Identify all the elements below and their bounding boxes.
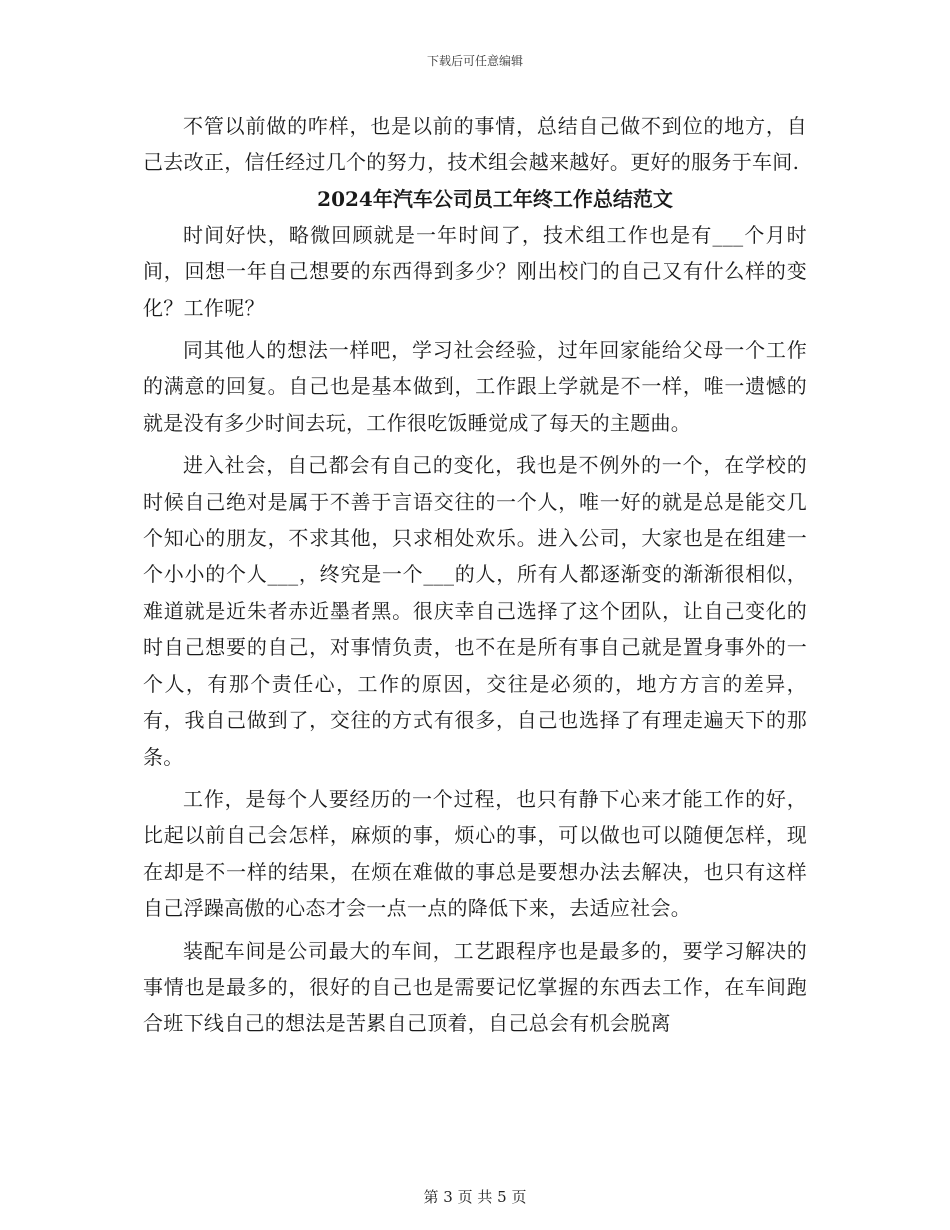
body-paragraph-3: 进入社会，自己都会有自己的变化，我也是不例外的一个，在学校的时候自己绝对是属于不善于言语交往的一个人，唯一好的就是总是能交几个知心的朋友，不求其他，只求相处欢乐。进入公司，大家也是在组建一个小小的个人___，终究是一个___的人，所有人都逐渐变的渐渐很相似，难道就是近朱者赤近墨者黑。很庆幸自己选择了这个团队，让自己变化的时自己想要的自己，对事情负责，也不在是所有事自己就是置身事外的一个人，有那个责任心，工作的原因，交往是必须的，地方方言的差异，有，我自己做到了，交往的方式有很多，自己也选择了有理走遍天下的那条。 [143, 453, 807, 769]
page-footer-number: 第 3 页 共 5 页 [423, 1188, 527, 1206]
page-header-note: 下载后可任意编辑 [426, 54, 523, 68]
document-title: 2024年汽车公司员工年终工作总结范文 [317, 186, 673, 211]
body-paragraph-4: 工作，是每个人要经历的一个过程，也只有静下心来才能工作的好，比起以前自己会怎样，麻烦的事，烦心的事，可以做也可以随便怎样，现在却是不一样的结果，在烦在难做的事总是要想办法去解决，也只有这样自己浮躁高傲的心态才会一点一点的降低下来，去适应社会。 [143, 786, 807, 921]
body-paragraph-1: 时间好快，略微回顾就是一年时间了，技术组工作也是有___个月时间，回想一年自己想要的东西得到多少？刚出校门的自己又有什么样的变化？工作呢？ [143, 222, 807, 320]
document-body [143, 108, 807, 1042]
intro-paragraph: 不管以前做的咋样，也是以前的事情，总结自己做不到位的地方，自己去改正，信任经过几个的努力，技术组会越来越好。更好的服务于车间. [143, 114, 807, 175]
body-paragraph-5: 装配车间是公司最大的车间，工艺跟程序也是最多的，要学习解决的事情也是最多的，很好的自己也是需要记忆掌握的东西去工作，在车间跑合班下线自己的想法是苦累自己顶着，自己总会有机会脱离 [143, 938, 807, 1036]
body-paragraph-2: 同其他人的想法一样吧，学习社会经验，过年回家能给父母一个工作的满意的回复。自己也是基本做到，工作跟上学就是不一样，唯一遗憾的就是没有多少时间去玩，工作很吃饭睡觉成了每天的主题曲。 [143, 338, 807, 435]
